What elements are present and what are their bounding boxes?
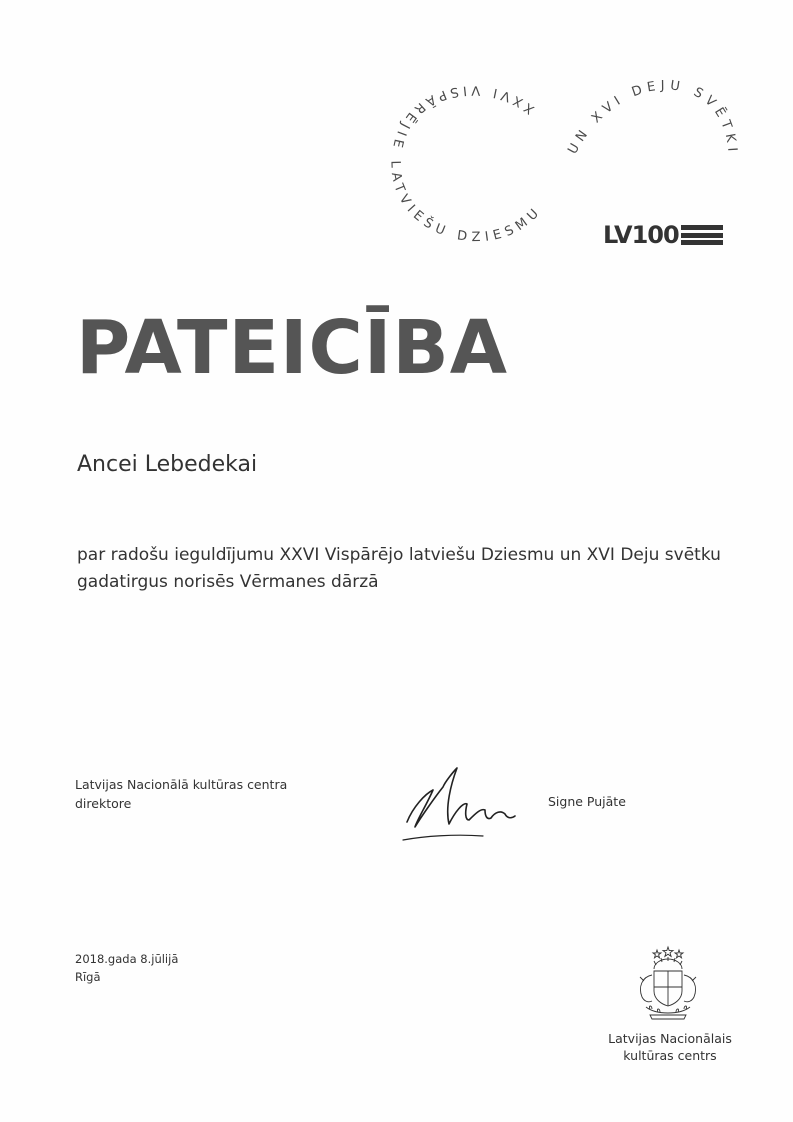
issue-date: 2018.gada 8.jūlijā (75, 952, 179, 966)
emblem-text-right: UN XVI DEJU SVĒTKI (565, 78, 740, 157)
handwritten-signature (395, 762, 525, 847)
reason-line-2: gadatirgus norisēs Vērmanes dārzā (77, 572, 379, 592)
signer-position-line-1: Latvijas Nacionālā kultūras centra (75, 777, 288, 792)
organization-name-line-2: kultūras centrs (623, 1048, 717, 1063)
signer-name: Signe Pujāte (548, 794, 626, 809)
recipient-name: Ancei Lebedekai (77, 452, 258, 477)
date-place (75, 950, 178, 986)
lv100-flag-icon (681, 225, 723, 245)
coat-of-arms-graphic (630, 945, 706, 1021)
signature-graphic (395, 762, 525, 847)
signer-position-line-2: direktore (75, 796, 132, 811)
emblem-text-left: XXVI VISPĀRĒJIE LATVIEŠU DZIESMU (387, 82, 546, 246)
signer-position (75, 775, 287, 813)
lv100-label: LV100 (603, 221, 679, 249)
reason-line-1: par radošu ieguldījumu XXVI Vispārējo latviešu Dziesmu un XVI Deju svētku (77, 545, 721, 565)
organization-name-line-1: Latvijas Nacionālais (608, 1031, 732, 1046)
certificate-title: PATEICĪBA (76, 305, 509, 391)
coat-of-arms-icon (630, 945, 706, 1021)
certificate-reason (77, 542, 737, 596)
organization-name (600, 1030, 740, 1064)
lv100-logo (603, 222, 723, 248)
issue-place: Rīgā (75, 970, 101, 984)
